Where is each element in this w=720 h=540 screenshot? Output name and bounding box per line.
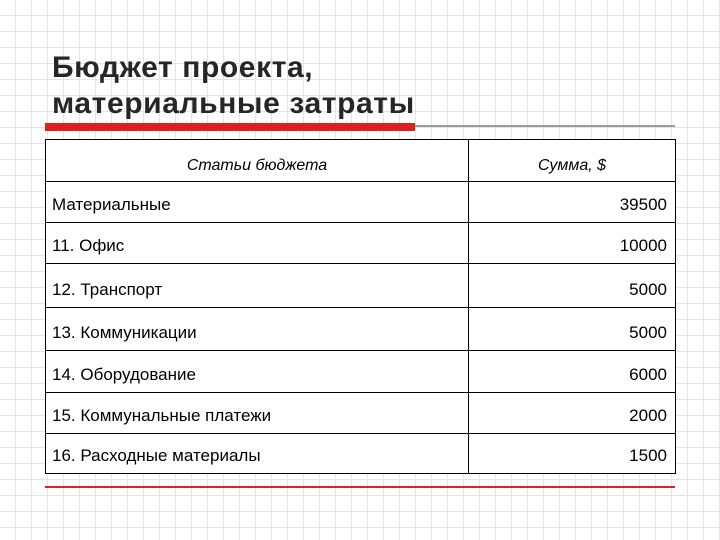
row-item-amount: 5000 [629,280,667,299]
row-item-amount: 5000 [629,323,667,342]
table-row [46,223,675,264]
row-item-amount: 6000 [629,365,667,384]
row-item-amount: 1500 [629,446,667,465]
row-item-name: 11. Офис [52,236,125,255]
row-item-name: 16. Расходные материалы [52,446,261,465]
row-item-name: 14. Оборудование [52,365,196,384]
table-header-row [46,140,675,182]
row-item-amount: 10000 [619,236,667,255]
row-item-amount: 2000 [629,406,667,425]
title-red-accent-bar [45,123,415,131]
header-budget-items: Статьи бюджета [186,157,328,174]
column-divider [468,351,469,392]
row-item-name: Материальные [52,195,171,214]
column-divider [468,393,469,433]
table-row [46,393,675,434]
slide-title-line-2: материальные затраты [52,87,415,120]
column-divider [468,308,469,350]
table-row [46,434,675,473]
row-item-name: 12. Транспорт [52,280,163,299]
row-item-name: 13. Коммуникации [52,323,197,342]
table-row [46,351,675,393]
column-divider [468,223,469,263]
slide-title-line-1: Бюджет проекта, [52,51,314,84]
column-divider [468,264,469,307]
bottom-red-rule [45,486,675,488]
slide-title [52,50,652,122]
budget-table [45,139,676,474]
row-item-name: 15. Коммунальные платежи [52,406,272,425]
column-divider [468,434,469,473]
table-row [46,182,675,223]
table-row [46,308,675,351]
column-divider [468,182,469,222]
row-item-amount: 39500 [619,195,667,214]
header-amount: Сумма, $ [538,157,606,174]
table-row [46,264,675,308]
